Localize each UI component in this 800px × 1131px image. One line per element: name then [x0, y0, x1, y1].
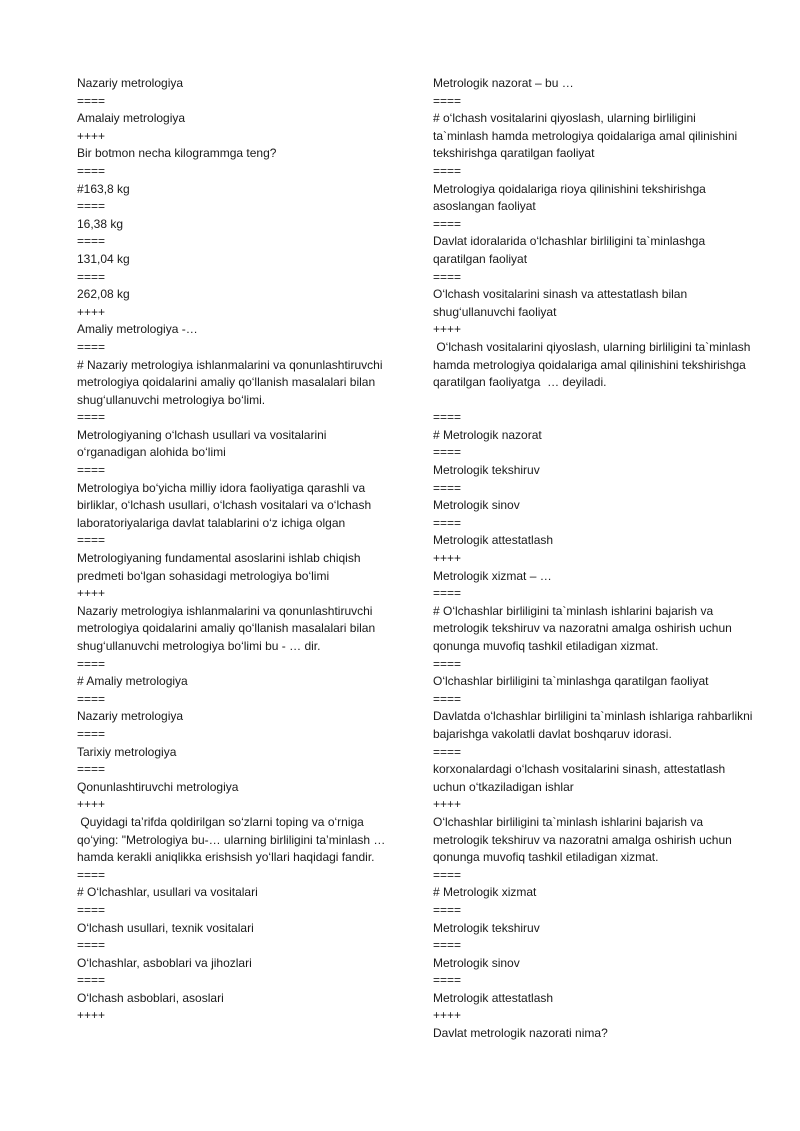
option-separator: ==== — [77, 410, 106, 425]
option-separator: ==== — [433, 744, 462, 759]
text-line: Metrologiya qoidalariga rioya qilinishini tekshirishga asoslangan faoliyat — [433, 181, 710, 214]
option-separator: ==== — [433, 216, 462, 231]
text-line: O‘lchash asboblari, asoslari — [77, 990, 224, 1005]
correct-answer: #163,8 kg — [77, 181, 130, 196]
text-line: korxonalardagi o‘lchash vositalarini sinash, attestatlash uchun o‘tkaziladigan ishlar — [433, 762, 729, 794]
text-line: O‘lchash vositalarini sinash va attestatlash bilan shug‘ullanuvchi faoliyat — [433, 287, 691, 319]
text-line: Davlatda o‘lchashlar birliligini ta`minlash ishlariga rahbarlikni bajarishga vakolatli davlat boshqaruv idorasi. — [433, 709, 756, 741]
option-separator: ==== — [433, 163, 462, 178]
option-separator: ==== — [433, 691, 462, 706]
text-line: Qonunlashtiruvchi metrologiya — [77, 779, 239, 794]
text-line: Metrologik sinov — [433, 498, 520, 513]
option-separator: ==== — [77, 867, 106, 882]
option-separator: ==== — [433, 445, 462, 460]
question-separator: ++++ — [433, 322, 462, 337]
text-line: Nazariy metrologiya ishlanmalarini va qonunlashtiruvchi metrologiya qoidalarini amaliy qo‘llanish masalalari bilan shug‘ullanuvchi metrologiya bo‘limi bu - … dir. — [77, 603, 379, 653]
text-line: Metrologiyaning o‘lchash usullari va vositalarini o‘rganadigan alohida bo‘limi — [77, 427, 330, 460]
question-separator: ++++ — [77, 1008, 106, 1023]
option-separator: ==== — [77, 463, 106, 478]
text-line: Metrologik tekshiruv — [433, 463, 540, 478]
option-separator: ==== — [77, 339, 106, 354]
text-line: Nazariy metrologiya — [77, 76, 184, 90]
correct-answer: # Nazariy metrologiya ishlanmalarini va qonunlashtiruvchi metrologiya qoidalarini amaliy qo‘llanish masalalari bilan shug‘ullanuvchi metrologiya bo‘limi. — [77, 357, 386, 407]
option-separator: ==== — [433, 586, 462, 601]
option-separator: ==== — [77, 691, 106, 706]
option-separator: ==== — [77, 656, 106, 671]
text-line: O‘lchash usullari, texnik vositalari — [77, 920, 254, 935]
option-separator: ==== — [77, 199, 106, 214]
option-separator: ==== — [433, 867, 462, 882]
text-line: O‘lchash vositalarini qiyoslash, ularning birliligini ta`minlash hamda metrologiya qoidalariga amal qilinishini tekshirishga qaratilgan faoliyatga … deyiladi. — [433, 339, 754, 390]
blank-line — [433, 392, 753, 410]
option-separator: ==== — [433, 269, 462, 284]
option-separator: ==== — [433, 515, 462, 530]
text-line: Metrologik xizmat – … — [433, 568, 552, 583]
text-line: Metrologiya bo‘yicha milliy idora faoliyatiga qarashli va birliklar, o‘lchash usullari, o‘lchash vositalari va o‘lchash laboratoriyalariga davlat talablarini o‘z ichiga olgan — [77, 480, 375, 530]
text-line: Metrologiyaning fundamental asoslarini ishlab chiqish predmeti bo‘lgan sohasidagi metrologiya bo‘limi — [77, 551, 364, 583]
correct-answer: # O‘lchashlar birliligini ta`minlash ishlarini bajarish va metrologik tekshiruv va nazoratni amalga oshirish uchun qonunga muvofiq tashkil etiladigan xizmat. — [433, 603, 736, 653]
option-separator: ==== — [77, 938, 106, 953]
option-separator: ==== — [77, 533, 106, 548]
text-line: Metrologik nazorat – bu … — [433, 76, 574, 90]
question-separator: ++++ — [77, 128, 106, 143]
option-separator: ==== — [77, 163, 106, 178]
text-line: Metrologik sinov — [433, 955, 520, 970]
right-column — [433, 75, 756, 1043]
correct-answer: # O‘lchashlar, usullari va vositalari — [77, 885, 258, 900]
text-line: Quyidagi ta’rifda qoldirilgan so‘zlarni toping va o‘rniga qo‘ying: "Metrologiya bu-… ularning birliligini ta’minlash … hamda kerakli aniqlikka erishsish yo‘llari haqidagi fandir. — [77, 814, 389, 865]
text-line: O‘lchashlar birliligini ta`minlash ishlarini bajarish va metrologik tekshiruv va nazoratni amalga oshirish uchun qonunga muvofiq tashkil etiladigan xizmat. — [433, 814, 736, 865]
text-line: O‘lchashlar, asboblari va jihozlari — [77, 955, 252, 970]
text-line: Tarixiy metrologiya — [77, 744, 177, 759]
option-separator: ==== — [433, 480, 462, 495]
correct-answer: # o‘lchash vositalarini qiyoslash, ularning birliligini ta`minlash hamda metrologiya qoidalariga amal qilinishini tekshirishga qaratilgan faoliyat — [433, 111, 741, 161]
left-column — [77, 75, 397, 1025]
text-line: Davlat idoralarida o‘lchashlar birliligini ta`minlashga qaratilgan faoliyat — [433, 234, 709, 266]
text-line: Metrologik tekshiruv — [433, 920, 540, 935]
text-line: Amaliy metrologiya -… — [77, 322, 198, 337]
option-separator: ==== — [77, 93, 106, 108]
question-separator: ++++ — [77, 797, 106, 812]
correct-answer: # Metrologik xizmat — [433, 885, 537, 900]
question-separator: ++++ — [433, 797, 462, 812]
option-separator: ==== — [77, 973, 106, 988]
question-separator: ++++ — [77, 586, 106, 601]
option-separator: ==== — [77, 269, 106, 284]
question-separator: ++++ — [433, 551, 462, 566]
text-line: Davlat metrologik nazorati nima? — [433, 1026, 608, 1041]
option-separator: ==== — [433, 973, 462, 988]
option-separator: ==== — [433, 902, 462, 917]
text-line: 262,08 kg — [77, 287, 130, 302]
option-separator: ==== — [433, 656, 462, 671]
option-separator: ==== — [77, 726, 106, 741]
text-line: 131,04 kg — [77, 251, 130, 266]
option-separator: ==== — [433, 938, 462, 953]
question-separator: ++++ — [433, 1008, 462, 1023]
question-separator: ++++ — [77, 304, 106, 319]
text-line: Nazariy metrologiya — [77, 709, 184, 724]
text-line: Amalaiy metrologiya — [77, 111, 186, 126]
text-line: Metrologik attestatlash — [433, 533, 554, 548]
option-separator: ==== — [433, 93, 462, 108]
correct-answer: # Metrologik nazorat — [433, 427, 542, 442]
option-separator: ==== — [77, 762, 106, 777]
text-line: Metrologik attestatlash — [433, 990, 554, 1005]
option-separator: ==== — [433, 410, 462, 425]
option-separator: ==== — [77, 234, 106, 249]
text-line: 16,38 kg — [77, 216, 124, 231]
correct-answer: # Amaliy metrologiya — [77, 674, 188, 689]
text-line: Bir botmon necha kilogrammga teng? — [77, 146, 277, 161]
option-separator: ==== — [77, 902, 106, 917]
text-line: O‘lchashlar birliligini ta`minlashga qaratilgan faoliyat — [433, 674, 709, 689]
